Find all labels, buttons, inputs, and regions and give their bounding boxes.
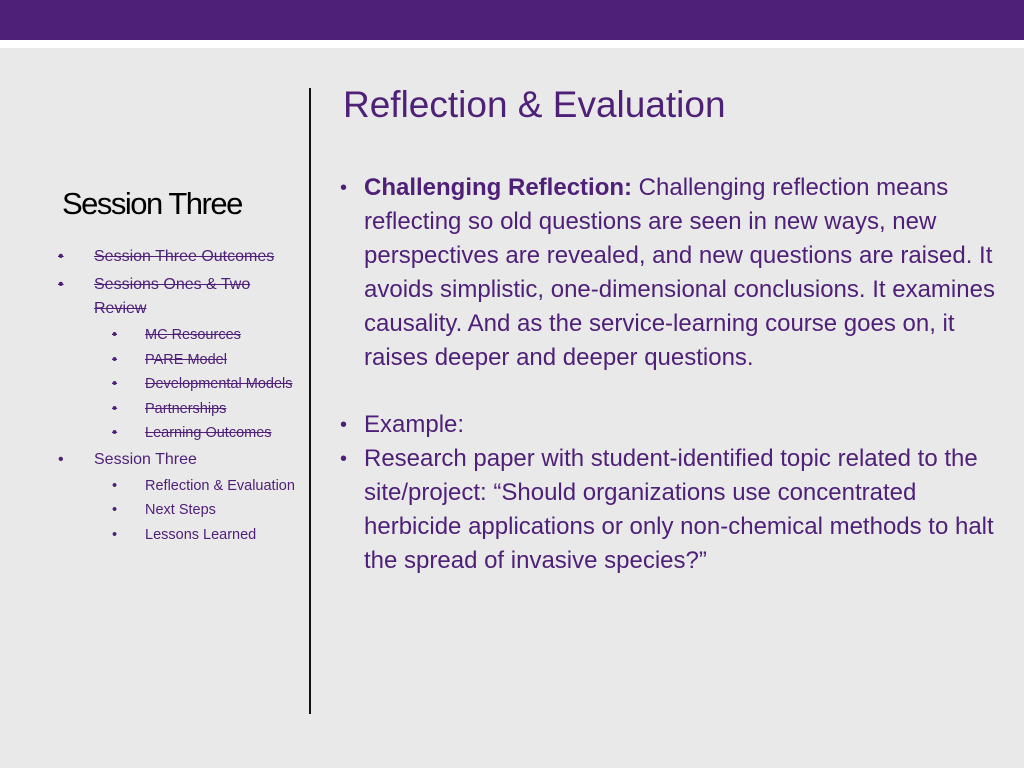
challenging-reflection-label: Challenging Reflection:	[364, 174, 633, 201]
bullet-example	[340, 408, 1016, 442]
header-stripe	[0, 40, 1024, 48]
outline-item-label: Sessions Ones & Two Review	[94, 276, 251, 317]
outline-item-label: PARE Model	[145, 351, 227, 368]
bullet-research-paper	[340, 442, 1016, 578]
page-title: Reflection & Evaluation	[343, 84, 726, 125]
vertical-divider	[309, 88, 311, 714]
outline-item-label: Lessons Learned	[145, 526, 257, 543]
bullet-icon: •	[112, 327, 118, 343]
bullet-icon: •	[58, 276, 64, 293]
bullet-icon: •	[340, 448, 348, 470]
outline-item-label: Learning Outcomes	[145, 425, 272, 441]
outline-item-label: MC Resources	[145, 327, 241, 343]
bullet-icon: •	[112, 502, 118, 518]
outline-subitem-developmental-models	[58, 374, 298, 395]
header-bar	[0, 0, 1024, 40]
outline-item-sessions-review	[58, 273, 298, 321]
outline-item-label: Partnerships	[145, 400, 227, 417]
bullet-icon: •	[58, 450, 64, 468]
bullet-icon: •	[112, 477, 118, 494]
example-label: Example:	[364, 411, 465, 438]
outline-subitem-learning-outcomes	[58, 423, 298, 444]
bullet-icon: •	[112, 376, 118, 392]
outline-item-label: Next Steps	[145, 502, 216, 518]
bullet-icon: •	[58, 248, 64, 265]
outline-subitem-partnerships	[58, 399, 298, 420]
outline-item-session-three	[58, 448, 298, 472]
outline-item-label: Session Three Outcomes	[94, 248, 275, 265]
outline-subitem-reflection-evaluation	[58, 476, 298, 497]
content-bullets	[340, 171, 1016, 578]
outline-item-label: Developmental Models	[145, 376, 293, 392]
bullet-icon: •	[112, 526, 118, 543]
research-paper-text: Research paper with student-identified topic related to the site/project: “Should organizations use concentrated herbicide applications or only non-chemical methods to halt the spread of invasive species?”	[364, 445, 994, 574]
outline-item-label: Reflection & Evaluation	[145, 477, 295, 494]
bullet-icon: •	[112, 425, 118, 441]
outline-list	[58, 245, 298, 549]
bullet-challenging-reflection	[340, 171, 1016, 375]
bullet-icon: •	[340, 414, 348, 436]
outline-subitem-pare-model	[58, 350, 298, 371]
outline-subitem-lessons-learned	[58, 525, 298, 546]
bullet-icon: •	[112, 400, 118, 417]
bullet-icon: •	[340, 177, 348, 199]
outline-item-label: Session Three	[94, 450, 197, 468]
side-title: Session Three	[62, 186, 242, 221]
outline-subitem-mc-resources	[58, 325, 298, 346]
outline-subitem-next-steps	[58, 500, 298, 521]
outline-item-session-three-outcomes	[58, 245, 298, 269]
bullet-icon: •	[112, 351, 118, 368]
challenging-reflection-text: Challenging reflection means reflecting so old questions are seen in new ways, new perspectives are revealed, and new questions are raised. It avoids simplistic, one-dimensional conclusions. It examines causality. And as the service-learning course goes on, it raises deeper and deeper questions.	[364, 174, 995, 371]
